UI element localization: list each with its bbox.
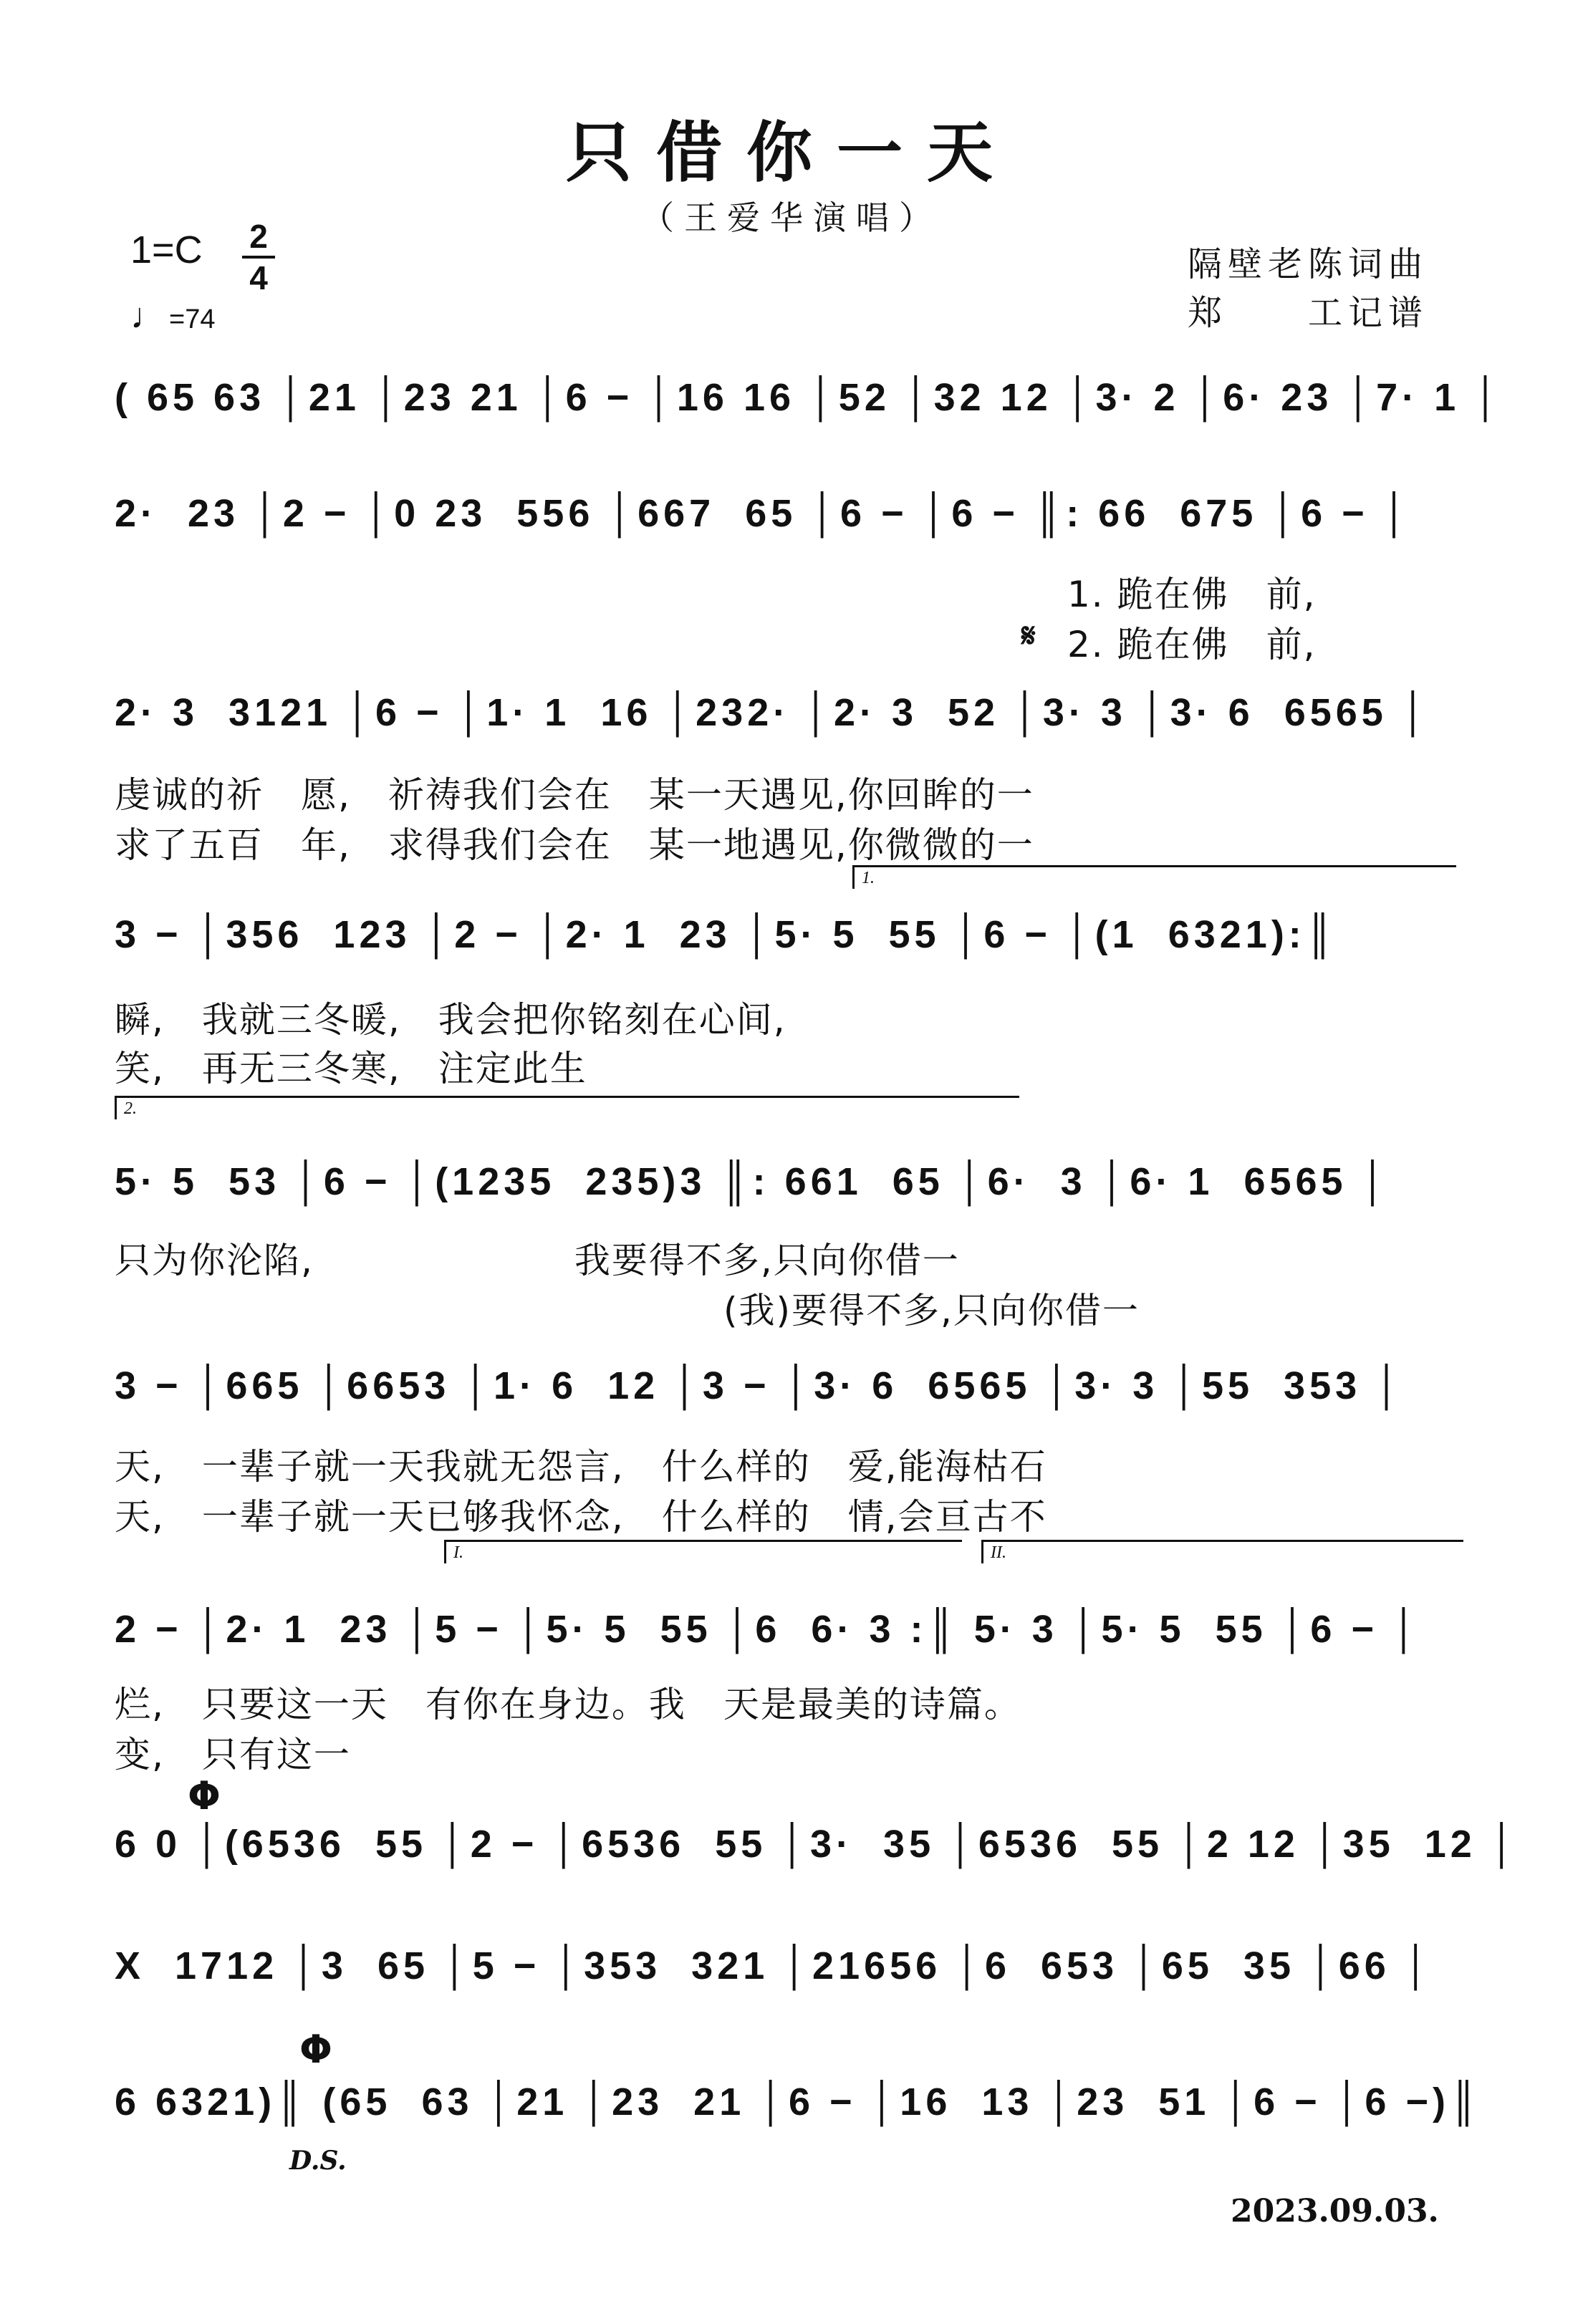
score-row-10: 6 6321)║ (65 63 │21 │23 21 │6 − │16 13 │23 51 │6 − │6 −)║ xyxy=(115,2080,1482,2123)
score-row-2: 2· 23 │2 − │0 23 556 │667 65 │6 − │6 − ║: 66 675 │6 − │ xyxy=(115,492,1413,535)
tempo-value: =74 xyxy=(169,304,216,334)
coda-icon-2: Φ xyxy=(299,2027,332,2072)
lyric-row-3b: 求了五百 年, 求得我们会在 某一地遇见,你微微的一 xyxy=(115,824,1034,866)
segno-icon: 𝄋 xyxy=(1021,616,1036,655)
volta-first-ending xyxy=(852,865,1456,889)
lyric-row-2a: 1. 跪在佛 前, xyxy=(1067,574,1317,615)
coda-icon: Φ xyxy=(188,1773,221,1818)
volta-second-label: 2. xyxy=(124,1099,137,1118)
score-row-6: 3 − │665 │6653 │1· 6 12 │3 − │3· 6 6565 │3· 3 │55 353 │ xyxy=(115,1364,1405,1407)
score-row-5: 5· 5 53 │6 − │(1235 235)3 ║: 661 65 │6· 3 │6· 1 6565 │ xyxy=(115,1160,1391,1203)
lyric-row-6a: 天, 一辈子就一天我就无怨言, 什么样的 爱,能海枯石 xyxy=(115,1446,1047,1488)
score-row-3: 2· 3 3121 │6 − │1· 1 16 │232· │2· 3 52 │3· 3 │3· 6 6565 │ xyxy=(115,691,1431,734)
lyric-row-6b: 天, 一辈子就一天已够我怀念, 什么样的 情,会亘古不 xyxy=(115,1496,1047,1538)
singer-subtitle: （王爱华演唱） xyxy=(641,198,942,237)
time-sig-divider xyxy=(242,256,275,259)
lyric-row-7a: 烂, 只要这一天 有你在身边。我 天是最美的诗篇。 xyxy=(115,1684,1021,1725)
time-sig-bottom: 4 xyxy=(249,259,268,296)
volta-roman-first-label: I. xyxy=(453,1543,463,1562)
volta-first-label: 1. xyxy=(862,869,875,887)
lyric-row-4b: 笑, 再无三冬寒, 注定此生 xyxy=(115,1048,587,1089)
score-row-8: 6 0 │(6536 55 │2 − │6536 55 │3· 35 │6536 55 │2 12 │35 12 │ xyxy=(115,1823,1520,1866)
volta-second-ending xyxy=(115,1096,1019,1119)
credit-lyricist-composer: 隔壁老陈词曲 xyxy=(1188,244,1429,284)
lyric-row-3a: 虔诚的祈 愿, 祈祷我们会在 某一天遇见,你回眸的一 xyxy=(115,774,1034,816)
lyric-row-7b: 变, 只有这一 xyxy=(115,1734,351,1775)
score-row-7: 2 − │2· 1 23 │5 − │5· 5 55 │6 6· 3 :║ 5· 3 │5· 5 55 │6 − │ xyxy=(115,1608,1422,1651)
time-signature xyxy=(242,218,275,296)
tempo-marking xyxy=(130,295,215,337)
quarter-note-icon: ♩ xyxy=(130,296,166,336)
lyric-row-2b: 2. 跪在佛 前, xyxy=(1067,624,1317,665)
score-row-9: X 1712 │3 65 │5 − │353 321 │21656 │6 653 │65 35 │66 │ xyxy=(115,1944,1434,1987)
song-title: 只借你一天 xyxy=(565,114,1017,191)
transcription-date: 2023.09.03. xyxy=(1231,2193,1439,2229)
credit-transcriber: 郑 工记谱 xyxy=(1188,293,1429,333)
volta-roman-first xyxy=(444,1540,962,1563)
volta-roman-second-label: II. xyxy=(991,1543,1006,1562)
ds-marking: D.S. xyxy=(289,2146,347,2176)
time-sig-top: 2 xyxy=(249,218,268,255)
lyric-row-5b: (我)要得不多,只向你借一 xyxy=(723,1290,1140,1331)
score-row-4: 3 − │356 123 │2 − │2· 1 23 │5· 5 55 │6 − │(1 6321):║ xyxy=(115,913,1338,956)
lyric-row-5a: 只为你沦陷, 我要得不多,只向你借一 xyxy=(115,1240,960,1281)
key-signature: 1=C xyxy=(130,228,203,271)
lyric-row-4a: 瞬, 我就三冬暖, 我会把你铭刻在心间, xyxy=(115,999,786,1041)
volta-roman-second xyxy=(981,1540,1463,1563)
score-row-1: ( 65 63 │21 │23 21 │6 − │16 16 │52 │32 12 │3· 2 │6· 23 │7· 1 │ xyxy=(115,376,1503,419)
